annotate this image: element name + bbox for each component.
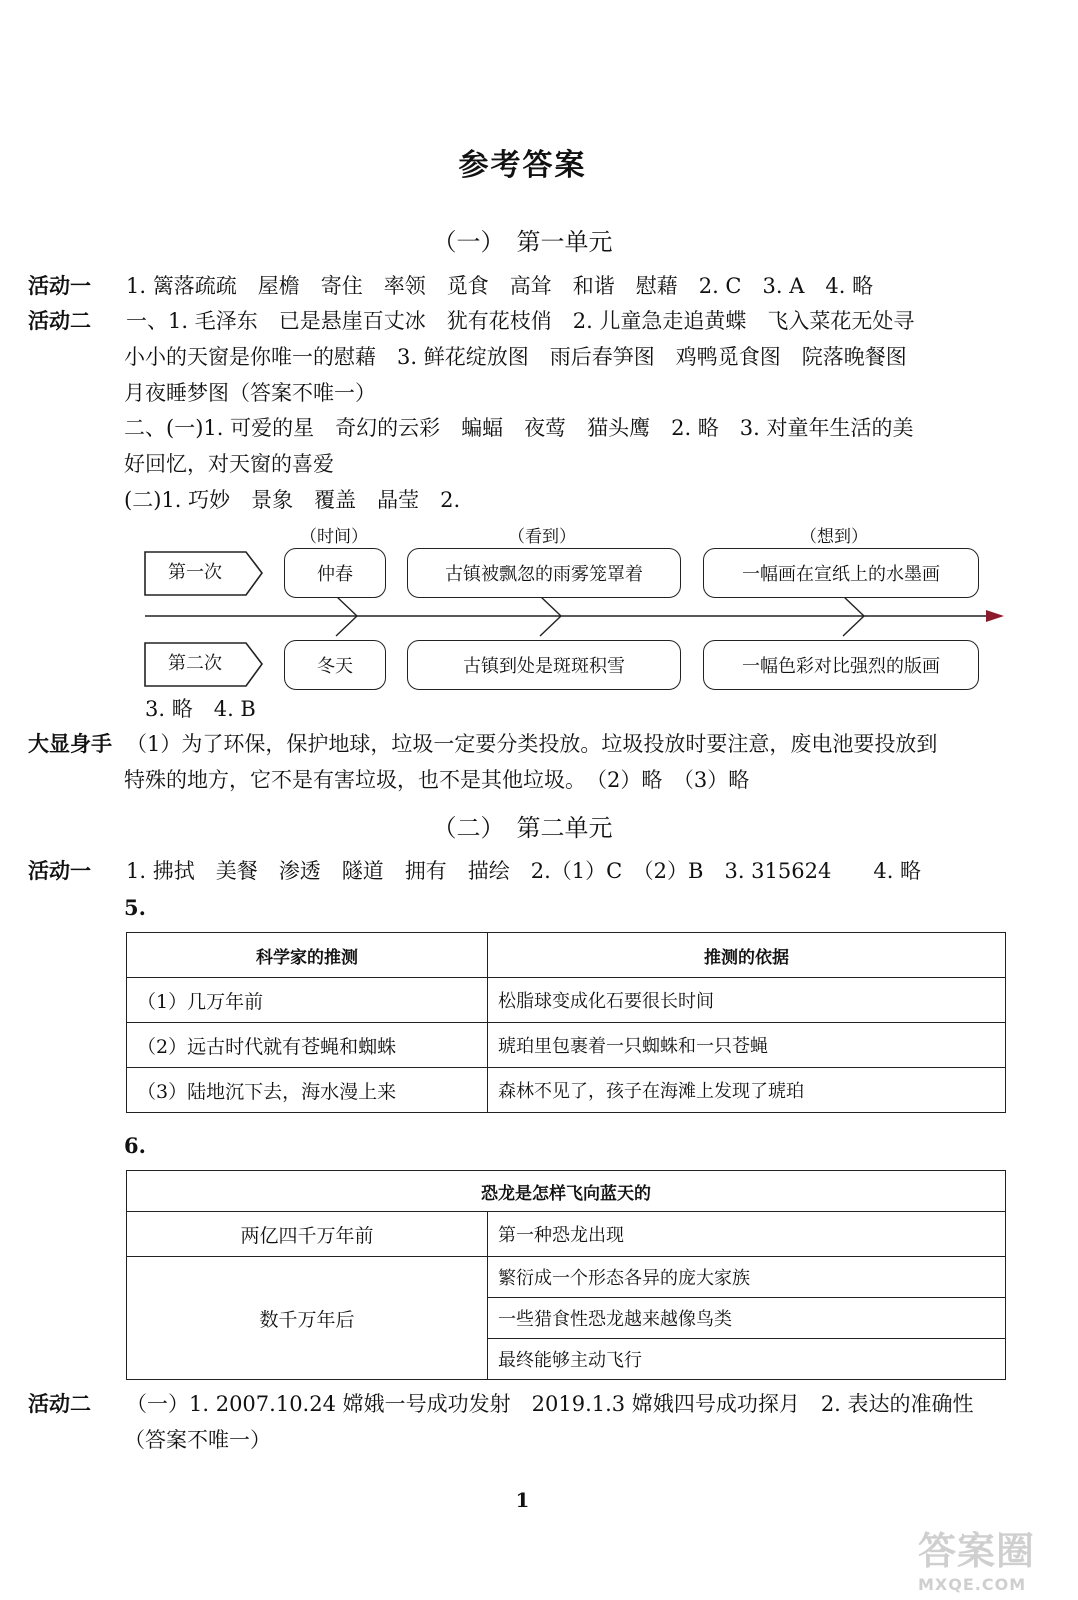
activity-label: 活动一 — [28, 274, 91, 298]
row1-think-box: 一幅画在宣纸上的水墨画 — [703, 548, 979, 598]
unit1-activity2-line6: (二)1. 巧妙 景象 覆盖 晶莹 2. — [124, 488, 461, 512]
table-cell: 两亿四千万年前 — [127, 1212, 488, 1257]
table-cell: （3）陆地沉下去，海水漫上来 — [127, 1068, 488, 1113]
activity-text: 1. 拂拭 美餐 渗透 隧道 拥有 描绘 2.（1）C （2）B 3. 315624 4. 略 — [126, 859, 922, 883]
unit2-activity2-line2: （答案不唯一） — [124, 1428, 271, 1452]
table-cell: 数千万年后 — [127, 1257, 488, 1380]
table-cell: （1）几万年前 — [127, 978, 488, 1023]
table-cell: 琥珀里包裹着一只蜘蛛和一只苍蝇 — [488, 1023, 1006, 1068]
table-cell: 松脂球变成化石要很长时间 — [488, 978, 1006, 1023]
unit2-heading: （二） 第二单元 — [432, 814, 613, 842]
table-row — [127, 1257, 1006, 1298]
table-5 — [126, 932, 1006, 1113]
page-number: 1 — [515, 1488, 530, 1512]
arrow-head-icon — [986, 610, 1004, 622]
activity-text: （一）1. 2007.10.24 嫦娥一号成功发射 2019.1.3 嫦娥四号成功探月 2. 表达的准确性 — [126, 1392, 974, 1416]
col-time-label: （时间） — [300, 527, 368, 547]
unit1-activity2-line2: 小小的天窗是你唯一的慰藉 3. 鲜花绽放图 雨后春笋图 鸡鸭觅食图 院落晚餐图 — [124, 345, 907, 369]
table-row — [127, 978, 1006, 1023]
table-cell: （2）远古时代就有苍蝇和蜘蛛 — [127, 1023, 488, 1068]
unit1-activity1 — [28, 268, 873, 304]
col-see-label: （看到） — [508, 527, 576, 547]
table-cell: 一些猎食性恐龙越来越像鸟类 — [488, 1298, 1006, 1339]
watermark-logo — [918, 1520, 1068, 1592]
table-6 — [126, 1170, 1006, 1380]
table-cell: 最终能够主动飞行 — [488, 1339, 1006, 1380]
table-title: 恐龙是怎样飞向蓝天的 — [127, 1171, 1006, 1212]
activity-label: 大显身手 — [28, 732, 112, 756]
question-5-label: 5. — [124, 895, 146, 920]
table-header: 科学家的推测 — [127, 933, 488, 978]
row1-label: 第一次 — [168, 562, 222, 583]
unit1-activity2-line1 — [28, 303, 914, 339]
activity-text: 一、1. 毛泽东 已是悬崖百丈冰 犹有花枝俏 2. 儿童急走追黄蝶 飞入菜花无处寻 — [126, 309, 915, 333]
table-header: 推测的依据 — [488, 933, 1006, 978]
unit1-activity2-line3: 月夜睡梦图（答案不唯一） — [124, 381, 376, 405]
row2-time-box: 冬天 — [284, 640, 386, 690]
unit1-activity2-line4: 二、(一)1. 可爱的星 奇幻的云彩 蝙蝠 夜莺 猫头鹰 2. 略 3. 对童年生活的美 — [124, 416, 914, 440]
activity-text: 1. 篱落疏疏 屋檐 寄住 率领 觅食 高耸 和谐 慰藉 2. C 3. A 4. 略 — [126, 274, 874, 298]
unit1-dxss-line1 — [28, 726, 937, 762]
table-cell: 第一种恐龙出现 — [488, 1212, 1006, 1257]
col-think-label: （想到） — [800, 527, 868, 547]
table-row — [127, 1023, 1006, 1068]
table-cell: 森林不见了，孩子在海滩上发现了琥珀 — [488, 1068, 1006, 1113]
row2-think-box: 一幅色彩对比强烈的版画 — [703, 640, 979, 690]
question-6-label: 6. — [124, 1133, 146, 1158]
unit1-heading: （一） 第一单元 — [432, 228, 613, 256]
watermark-domain: MXQE.COM — [918, 1575, 1027, 1594]
activity-label: 活动二 — [28, 309, 91, 333]
unit2-activity2-line1 — [28, 1386, 974, 1422]
unit2-activity1 — [28, 853, 921, 889]
table-row — [127, 1068, 1006, 1113]
activity-label: 活动一 — [28, 859, 91, 883]
row2-label: 第二次 — [168, 653, 222, 674]
unit1-dxss-line2: 特殊的地方，它不是有害垃圾，也不是其他垃圾。 （2）略 （3）略 — [124, 768, 750, 792]
table-row — [127, 1212, 1006, 1257]
unit1-activity2-line5: 好回忆，对天窗的喜爱 — [124, 452, 334, 476]
unit1-activity2-line7: 3. 略 4. B — [145, 697, 256, 721]
table-cell: 繁衍成一个形态各异的庞大家族 — [488, 1257, 1006, 1298]
row1-see-box: 古镇被飘忽的雨雾笼罩着 — [407, 548, 681, 598]
row2-see-box: 古镇到处是斑斑积雪 — [407, 640, 681, 690]
activity-label: 活动二 — [28, 1392, 91, 1416]
row1-time-box: 仲春 — [284, 548, 386, 598]
page-title: 参考答案 — [458, 148, 587, 183]
watermark-text: 答案圈 — [918, 1529, 1036, 1573]
activity-text: （1）为了环保，保护地球，垃圾一定要分类投放。垃圾投放时要注意，废电池要投放到 — [126, 732, 938, 756]
